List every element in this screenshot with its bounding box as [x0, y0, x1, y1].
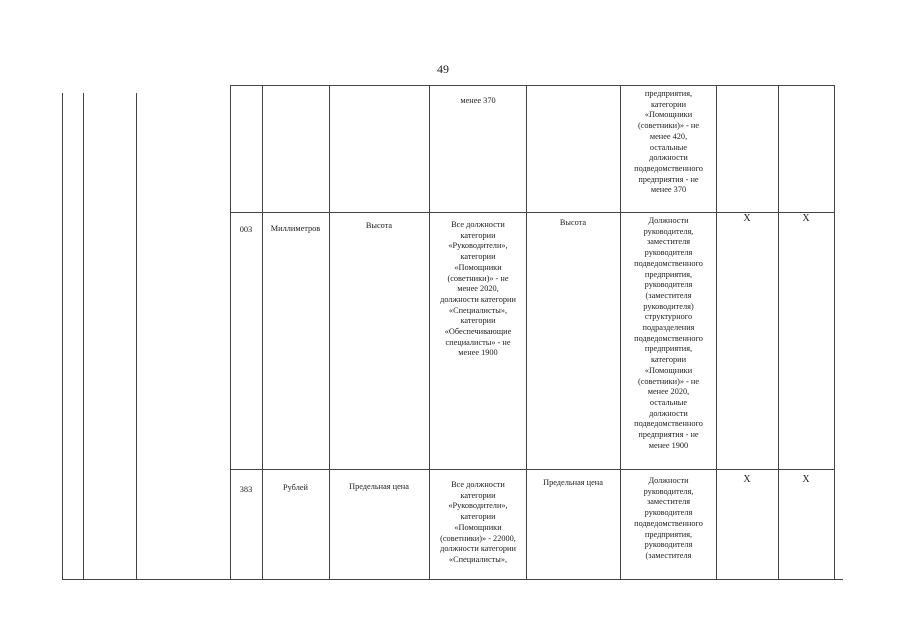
cell-code: 003	[239, 225, 253, 234]
cell-name: Высота	[559, 218, 587, 227]
margin-line	[62, 93, 63, 580]
column-line	[778, 85, 779, 580]
cell-value: предприятия, категории «Помощники (советники)» - не менее 420, остальные должности подведомственного предприятия - не менее 370	[634, 89, 703, 195]
page-number: 49	[437, 62, 449, 76]
column-line	[230, 85, 231, 580]
column-line	[526, 85, 527, 580]
cell-unit: Рублей	[283, 483, 308, 492]
cell-mark: X	[743, 213, 751, 224]
cell-value: менее 370	[460, 96, 496, 105]
cell-code: 383	[239, 485, 253, 494]
cell-unit: Миллиметров	[270, 224, 321, 233]
cell-mark: X	[743, 474, 751, 485]
cell-value: Должности руководителя, заместителя руководителя подведомственного предприятия, руководителя (заместителя руководителя) структурного подразделения подведомственного предприятия, категории «Помощники (советники)» - не менее 2020, остальные должности подведомственного предприятия - не менее 1900	[634, 216, 703, 450]
cell-name: Предельная цена	[349, 482, 409, 491]
cell-value: Должности руководителя, заместителя руководителя подведомственного предприятия, руководителя (заместителя	[634, 476, 703, 560]
column-line	[262, 85, 263, 580]
cell-name: Высота	[365, 221, 393, 230]
table-border-top	[230, 85, 834, 86]
cell-mark: X	[802, 213, 810, 224]
table-border-bottom	[62, 579, 843, 580]
cell-value: Все должности категории «Руководители», категории «Помощники (советники)» - не менее 2020, должности категории «Специалисты», категории «Обеспечивающие специалисты» - не менее 1900	[440, 220, 516, 358]
cell-name: Предельная цена	[543, 478, 603, 487]
row-divider	[230, 469, 834, 470]
cell-value: Все должности категории «Руководители», категории «Помощники (советники)» - 22000, должности категории «Специалисты»,	[440, 480, 516, 564]
column-line	[834, 85, 835, 580]
margin-line	[83, 93, 84, 580]
margin-line	[136, 93, 137, 580]
column-line	[329, 85, 330, 580]
cell-mark: X	[802, 474, 810, 485]
